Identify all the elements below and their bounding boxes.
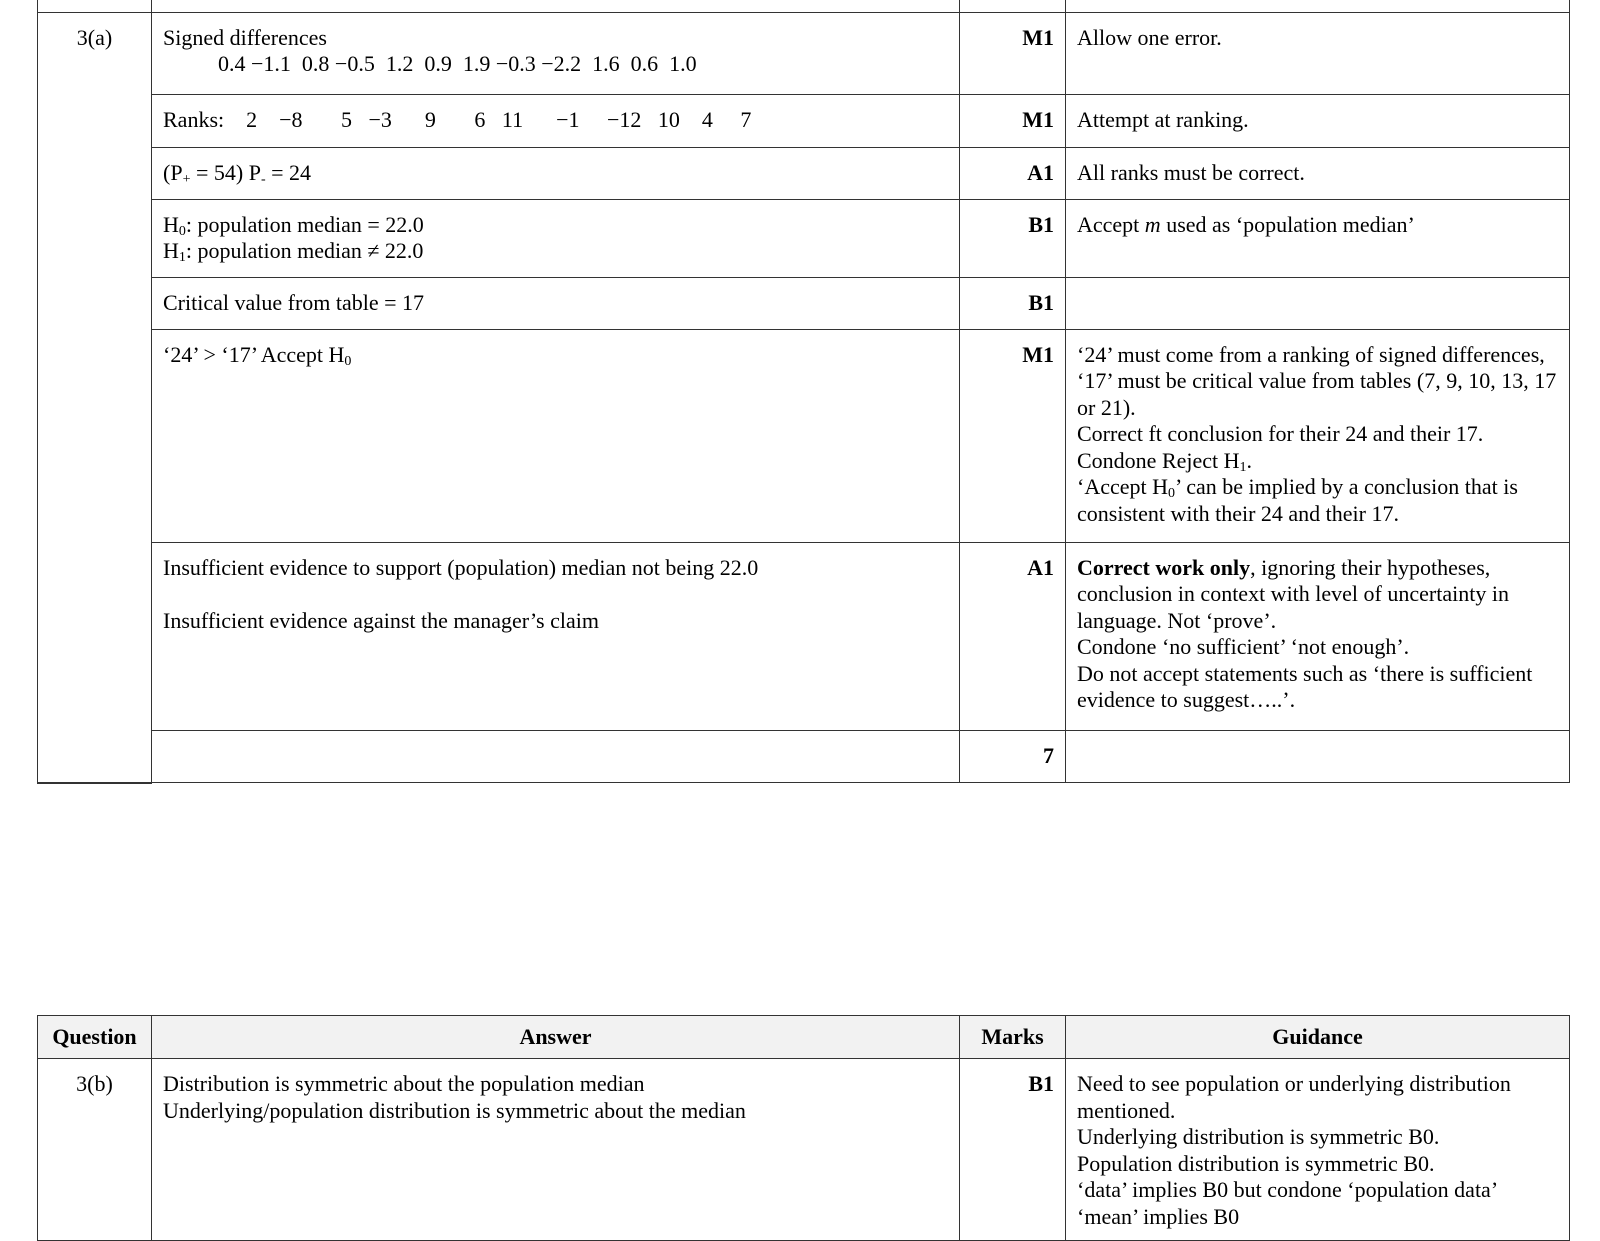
guidance-cell — [1066, 12, 1570, 94]
guidance-text: . — [1246, 447, 1253, 473]
guidance-cell — [1066, 199, 1570, 277]
answer-text: : population median = 22.0 — [185, 211, 424, 237]
answer-text: H — [163, 238, 179, 263]
answer-line: Ranks: 2 −8 5 −3 9 6 11 −1 −12 10 4 7 — [163, 106, 752, 132]
null-hypothesis — [163, 212, 948, 239]
total-marks: 7 — [960, 730, 1066, 782]
table-row — [38, 94, 1570, 147]
subscript: + — [182, 171, 191, 187]
table-row — [38, 12, 1570, 94]
question-number: 3(a) — [38, 12, 152, 782]
subscript: 0 — [178, 223, 186, 239]
alternative-hypothesis — [163, 238, 948, 265]
marks-cell: B1 — [960, 277, 1066, 329]
answer-cell — [152, 12, 960, 94]
guidance-line: Allow one error. — [1077, 24, 1222, 50]
guidance-line: Do not accept statements such as ‘there is sufficient evidence to suggest…..’. — [1077, 660, 1533, 712]
marks-cell: M1 — [960, 94, 1066, 147]
header-answer: Answer — [152, 1016, 960, 1059]
answer-text: = 24 — [265, 159, 312, 185]
answer-cell — [152, 199, 960, 277]
guidance-line: ‘data’ implies B0 but condone ‘population data’ — [1077, 1177, 1499, 1202]
guidance-cell — [1066, 730, 1570, 782]
table-row — [38, 147, 1570, 199]
table-row — [38, 0, 1570, 12]
answer-line: 0.4 −1.1 0.8 −0.5 1.2 0.9 1.9 −0.3 −2.2 1.6 0.6 1.0 — [163, 51, 697, 76]
answer-text: (P — [163, 159, 183, 185]
table-row — [38, 277, 1570, 329]
header-question: Question — [38, 1016, 152, 1059]
guidance-text: used as ‘population median’ — [1160, 211, 1415, 237]
mark-scheme-table-3a — [37, 0, 1570, 784]
mark-scheme-table-3b — [37, 1015, 1570, 1241]
header-marks: Marks — [960, 1016, 1066, 1059]
answer-line: Insufficient evidence to support (population) median not being 22.0 — [163, 554, 759, 580]
spacer — [163, 581, 948, 608]
header-row — [38, 1016, 1570, 1059]
marks-cell: M1 — [960, 329, 1066, 542]
guidance-line: Underlying distribution is symmetric B0. — [1077, 1124, 1440, 1149]
question-number: 3(b) — [38, 1059, 152, 1241]
answer-cell — [152, 277, 960, 329]
header-guidance: Guidance — [1066, 1016, 1570, 1059]
answer-cell — [152, 730, 960, 782]
guidance-italic: m — [1144, 211, 1161, 237]
marks-cell: A1 — [960, 147, 1066, 199]
table-row — [38, 782, 1570, 783]
subscript: 0 — [344, 353, 352, 369]
table-row — [38, 199, 1570, 277]
answer-line: Distribution is symmetric about the population median — [163, 1071, 645, 1096]
answer-text: ‘24’ > ‘17’ Accept H — [163, 341, 345, 367]
answer-text: = 54) P — [190, 159, 261, 185]
guidance-line: Attempt at ranking. — [1077, 106, 1249, 132]
guidance-text: Condone Reject H — [1077, 447, 1240, 473]
guidance-cell — [1066, 94, 1570, 147]
marks-cell: B1 — [960, 199, 1066, 277]
answer-line: Insufficient evidence against the manager’s claim — [163, 608, 599, 633]
subscript: 1 — [178, 250, 186, 265]
guidance-line: Condone ‘no sufficient’ ‘not enough’. — [1077, 634, 1410, 659]
answer-cell — [152, 94, 960, 147]
answer-line: Signed differences — [163, 24, 327, 50]
guidance-bold: Correct work only — [1077, 554, 1251, 580]
guidance-line: ‘mean’ implies B0 — [1077, 1203, 1240, 1229]
guidance-line — [1077, 555, 1558, 635]
guidance-text: Accept — [1077, 211, 1145, 237]
answer-cell — [152, 147, 960, 199]
answer-cell — [152, 1059, 960, 1241]
answer-cell — [152, 542, 960, 730]
guidance-text: ’ can be implied by a conclusion that is consistent with their 24 and their 17. — [1077, 474, 1518, 526]
guidance-cell — [1066, 147, 1570, 199]
guidance-line: ‘24’ must come from a ranking of signed differences, ‘17’ must be critical value from tables (7, 9, 10, 13, 17 or 21). — [1077, 341, 1557, 420]
guidance-cell — [1066, 1059, 1570, 1241]
guidance-line: Correct ft conclusion for their 24 and their 17. — [1077, 421, 1484, 446]
answer-line: Critical value from table = 17 — [163, 289, 425, 315]
subscript: 1 — [1239, 459, 1247, 475]
guidance-line: All ranks must be correct. — [1077, 159, 1305, 185]
table-row — [38, 730, 1570, 782]
subscript: 0 — [1168, 486, 1176, 501]
guidance-line: Population distribution is symmetric B0. — [1077, 1150, 1435, 1176]
guidance-cell — [1066, 277, 1570, 329]
guidance-line: Need to see population or underlying distribution mentioned. — [1077, 1071, 1511, 1123]
subscript: - — [260, 171, 266, 187]
answer-line: Underlying/population distribution is symmetric about the median — [163, 1097, 746, 1123]
table-row — [38, 1059, 1570, 1241]
guidance-cell — [1066, 542, 1570, 730]
guidance-text: ‘Accept H — [1077, 474, 1169, 499]
answer-text: H — [163, 211, 179, 237]
answer-cell — [152, 329, 960, 542]
table-row — [38, 542, 1570, 730]
marks-cell: B1 — [960, 1059, 1066, 1241]
answer-text: : population median ≠ 22.0 — [185, 238, 424, 263]
guidance-line — [1077, 448, 1558, 475]
table-row — [38, 329, 1570, 542]
marks-cell: M1 — [960, 12, 1066, 94]
guidance-cell — [1066, 329, 1570, 542]
marks-cell: A1 — [960, 542, 1066, 730]
guidance-line — [1077, 474, 1558, 527]
guidance-text: , ignoring their hypotheses, conclusion in context with level of uncertainty in language. Not ‘prove’. — [1077, 554, 1509, 633]
